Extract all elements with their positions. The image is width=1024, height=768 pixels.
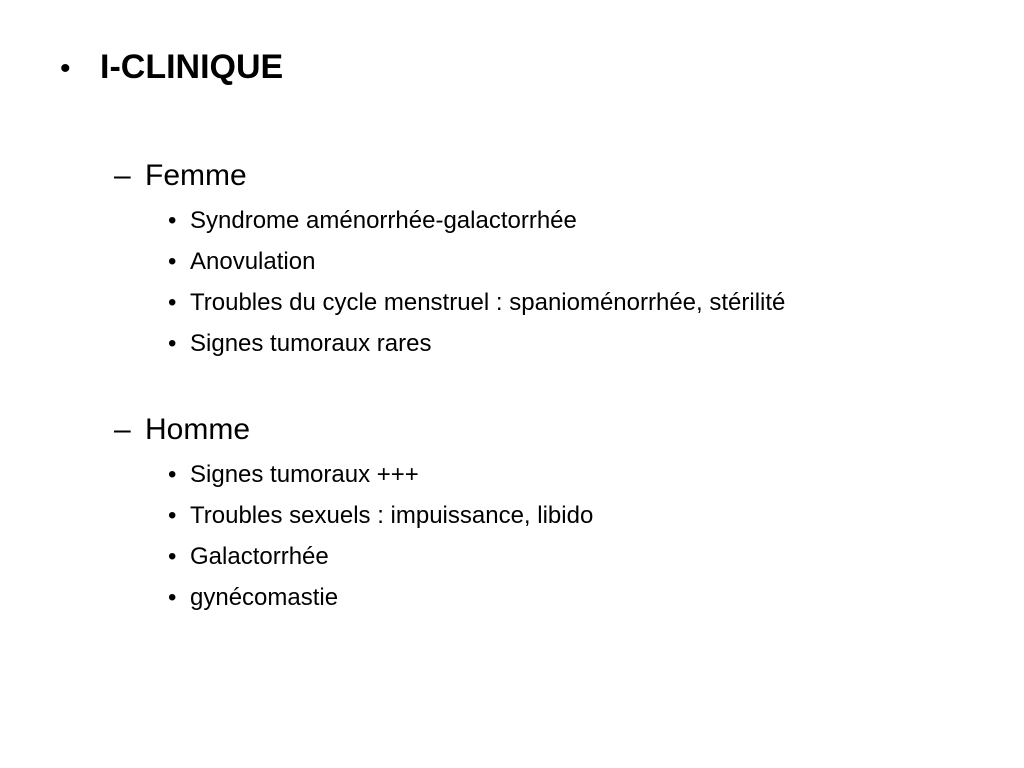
dash-marker: – — [114, 159, 131, 192]
list-item-text: Syndrome aménorrhée-galactorrhée — [190, 207, 577, 234]
list-item — [168, 584, 338, 612]
section-title: Homme — [145, 413, 251, 446]
list-item — [168, 248, 315, 276]
bullet-marker: • — [168, 289, 177, 316]
list-item-text: Galactorrhée — [190, 543, 329, 570]
list-item — [168, 502, 593, 530]
bullet-marker: • — [168, 330, 177, 357]
list-item — [168, 330, 431, 358]
bullet-marker: • — [168, 543, 177, 570]
heading-text: I-CLINIQUE — [100, 48, 284, 86]
bullet-marker: • — [168, 248, 177, 275]
section-homme-title — [114, 413, 250, 447]
list-item-text: Troubles sexuels : impuissance, libido — [190, 502, 594, 529]
list-item-text: Anovulation — [190, 248, 316, 275]
section-title: Femme — [145, 159, 247, 192]
list-item — [168, 543, 329, 571]
bullet-marker: • — [168, 461, 177, 488]
bullet-marker: • — [168, 502, 177, 529]
section-femme-title — [114, 159, 247, 193]
bullet-marker: • — [168, 584, 177, 611]
slide-heading — [60, 48, 283, 87]
list-item-text: gynécomastie — [190, 584, 339, 611]
bullet-marker: • — [168, 207, 177, 234]
list-item — [168, 207, 577, 235]
list-item — [168, 289, 785, 317]
dash-marker: – — [114, 413, 131, 446]
list-item-text: Signes tumoraux +++ — [190, 461, 419, 488]
list-item-text: Troubles du cycle menstruel : spanioménorrhée, stérilité — [190, 289, 786, 316]
bullet-marker: • — [60, 52, 71, 85]
list-item-text: Signes tumoraux rares — [190, 330, 432, 357]
list-item — [168, 461, 419, 489]
